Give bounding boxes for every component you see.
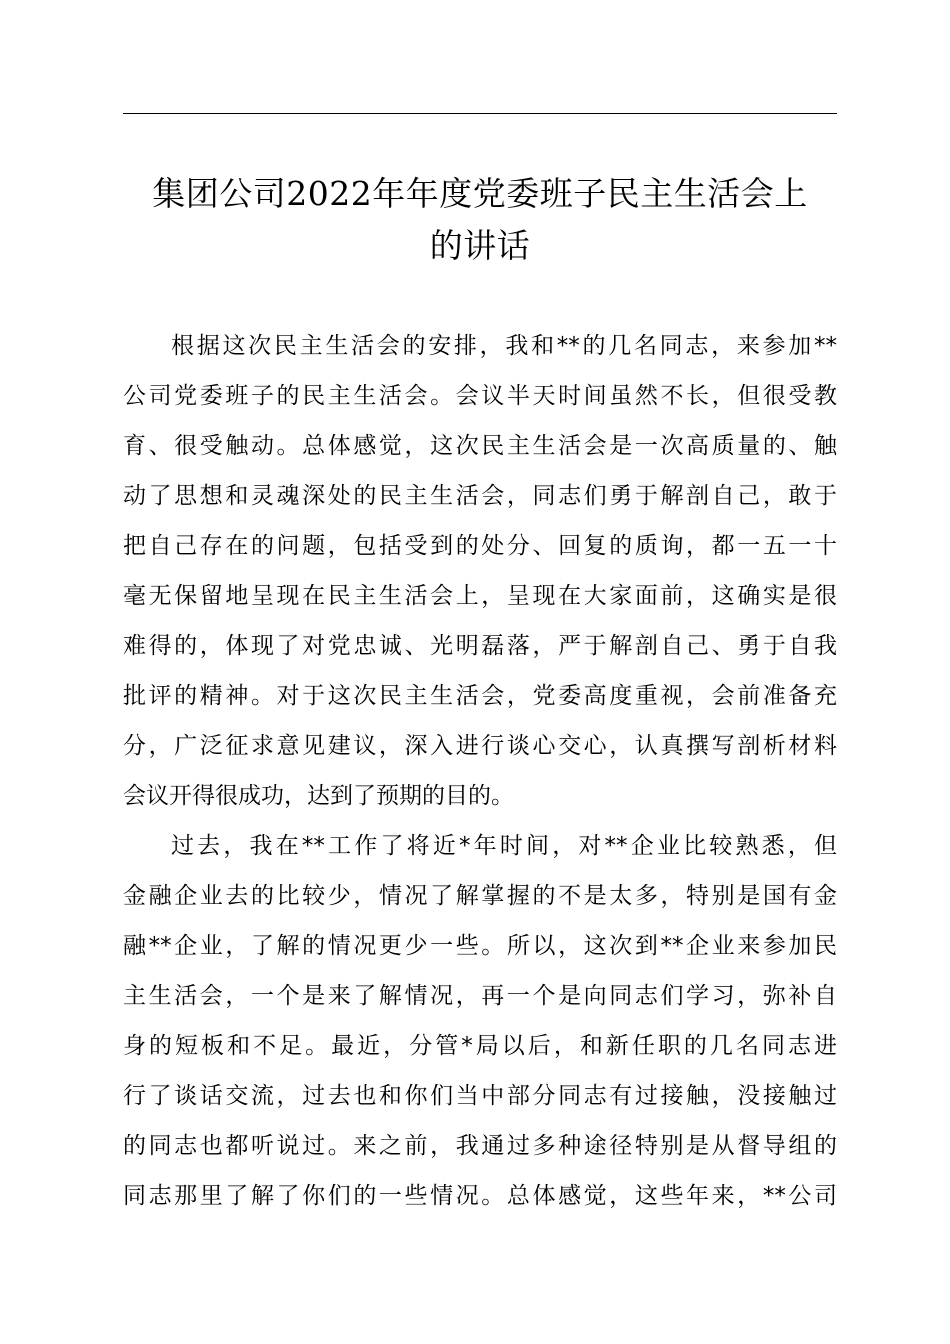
text-line: 把自己存在的问题，包括受到的处分、回复的质询，都一五一十 [123,533,837,559]
text-line: 融**企业，了解的情况更少一些。所以，这次到**企业来参加民 [123,933,837,959]
text-line: 育、很受触动。总体感觉，这次民主生活会是一次高质量的、触 [123,433,837,459]
text-line: 毫无保留地呈现在民主生活会上，呈现在大家面前，这确实是很 [123,583,837,609]
text-line: 行了谈话交流，过去也和你们当中部分同志有过接触，没接触过 [123,1083,837,1109]
text-line: 的同志也都听说过。来之前，我通过多种途径特别是从督导组的 [123,1133,837,1159]
text-line: 金融企业去的比较少，情况了解掌握的不是太多，特别是国有金 [123,883,837,909]
document-body [123,321,837,1221]
text-line: 批评的精神。对于这次民主生活会，党委高度重视，会前准备充 [123,683,837,709]
text-line: 主生活会，一个是来了解情况，再一个是向同志们学习，弥补自 [123,983,837,1009]
text-line: 根据这次民主生活会的安排，我和**的几名同志，来参加** [171,333,837,359]
title-line: 的讲话 [429,226,531,265]
text-line: 会议开得很成功，达到了预期的目的。 [123,783,514,809]
document-title [123,168,837,272]
paragraph-1 [123,321,837,821]
text-line: 难得的，体现了对党忠诚、光明磊落，严于解剖自己、勇于自我 [123,633,837,659]
header-rule [123,113,837,114]
text-line: 过去，我在**工作了将近*年时间，对**企业比较熟悉，但 [171,833,837,859]
paragraph-2 [123,821,837,1221]
text-line: 分，广泛征求意见建议，深入进行谈心交心，认真撰写剖析材料 [123,733,837,759]
text-line: 同志那里了解了你们的一些情况。总体感觉，这些年来，**公司 [123,1183,837,1209]
text-line: 动了思想和灵魂深处的民主生活会，同志们勇于解剖自己，敢于 [123,483,837,509]
text-line: 身的短板和不足。最近，分管*局以后，和新任职的几名同志进 [123,1033,837,1059]
text-line: 公司党委班子的民主生活会。会议半天时间虽然不长，但很受教 [123,383,837,409]
title-line: 集团公司2022年年度党委班子民主生活会上 [152,174,808,213]
